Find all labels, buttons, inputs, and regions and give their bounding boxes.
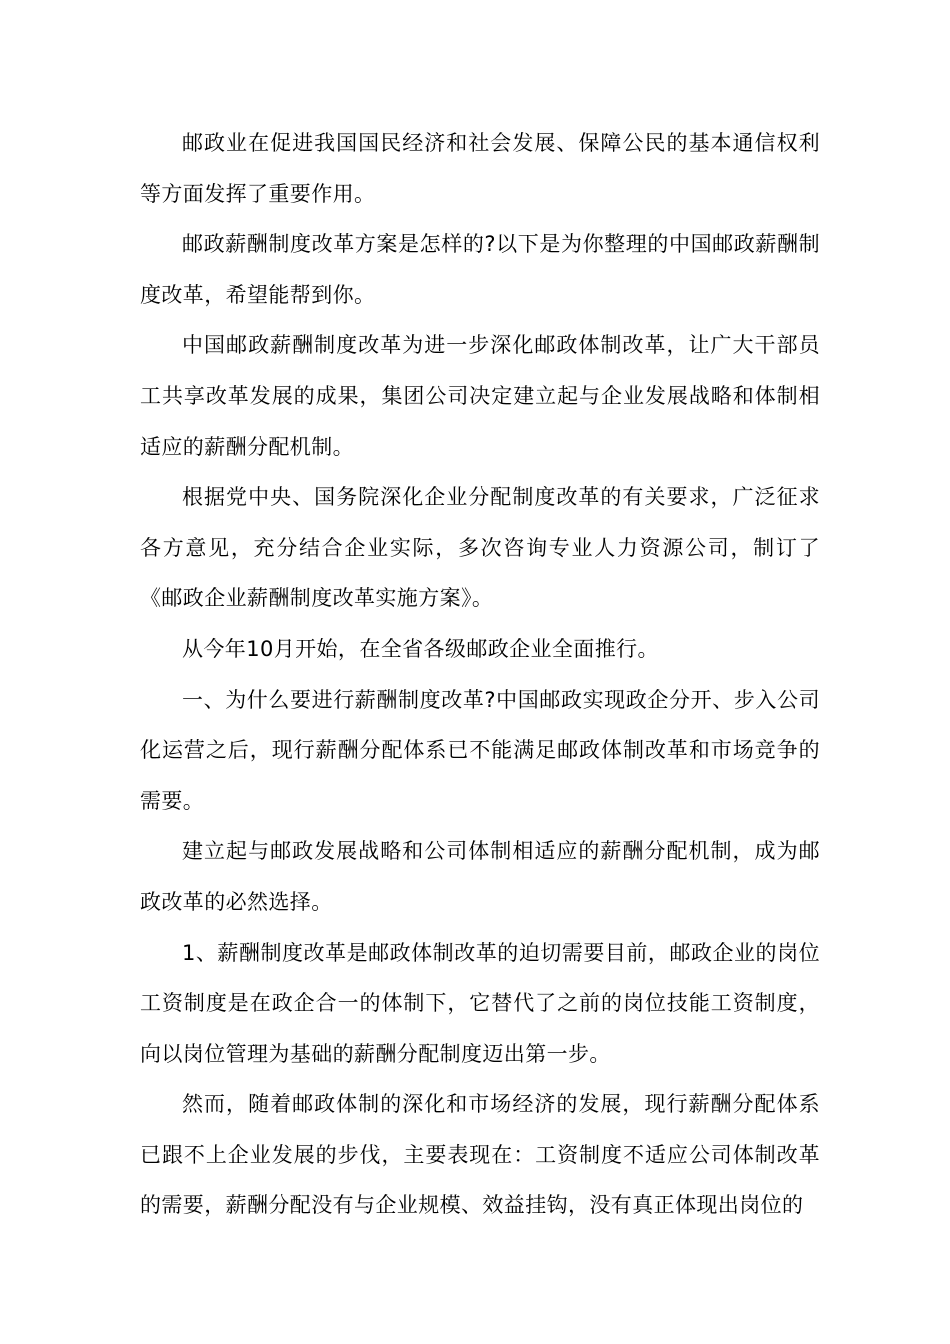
paragraph-9: 然而，随着邮政体制的深化和市场经济的发展，现行薪酬分配体系已跟不上企业发展的步伐，主要表现在：工资制度不适应公司体制改革的需要，薪酬分配没有与企业规模、效益挂钩，没有真正体现出岗位的 [140,1092,820,1218]
paragraph-6: 一、为什么要进行薪酬制度改革?中国邮政实现政企分开、步入公司化运营之后，现行薪酬分配体系已不能满足邮政体制改革和市场竞争的需要。 [140,687,820,813]
paragraph-3: 中国邮政薪酬制度改革为进一步深化邮政体制改革，让广大干部员工共享改革发展的成果，集团公司决定建立起与企业发展战略和体制相适应的薪酬分配机制。 [140,333,820,459]
paragraph-5: 从今年10月开始，在全省各级邮政企业全面推行。 [182,636,659,661]
paragraph-8: 1、薪酬制度改革是邮政体制改革的迫切需要目前，邮政企业的岗位工资制度是在政企合一的体制下，它替代了之前的岗位技能工资制度，向以岗位管理为基础的薪酬分配制度迈出第一步。 [140,940,820,1066]
paragraph-4: 根据党中央、国务院深化企业分配制度改革的有关要求，广泛征求各方意见，充分结合企业实际，多次咨询专业人力资源公司，制订了《邮政企业薪酬制度改革实施方案》。 [140,485,820,611]
document-body [140,118,820,1231]
paragraph-7: 建立起与邮政发展战略和公司体制相适应的薪酬分配机制，成为邮政改革的必然选择。 [140,839,820,914]
paragraph-2: 邮政薪酬制度改革方案是怎样的?以下是为你整理的中国邮政薪酬制度改革，希望能帮到你。 [140,232,820,307]
paragraph-1: 邮政业在促进我国国民经济和社会发展、保障公民的基本通信权利等方面发挥了重要作用。 [140,131,820,206]
